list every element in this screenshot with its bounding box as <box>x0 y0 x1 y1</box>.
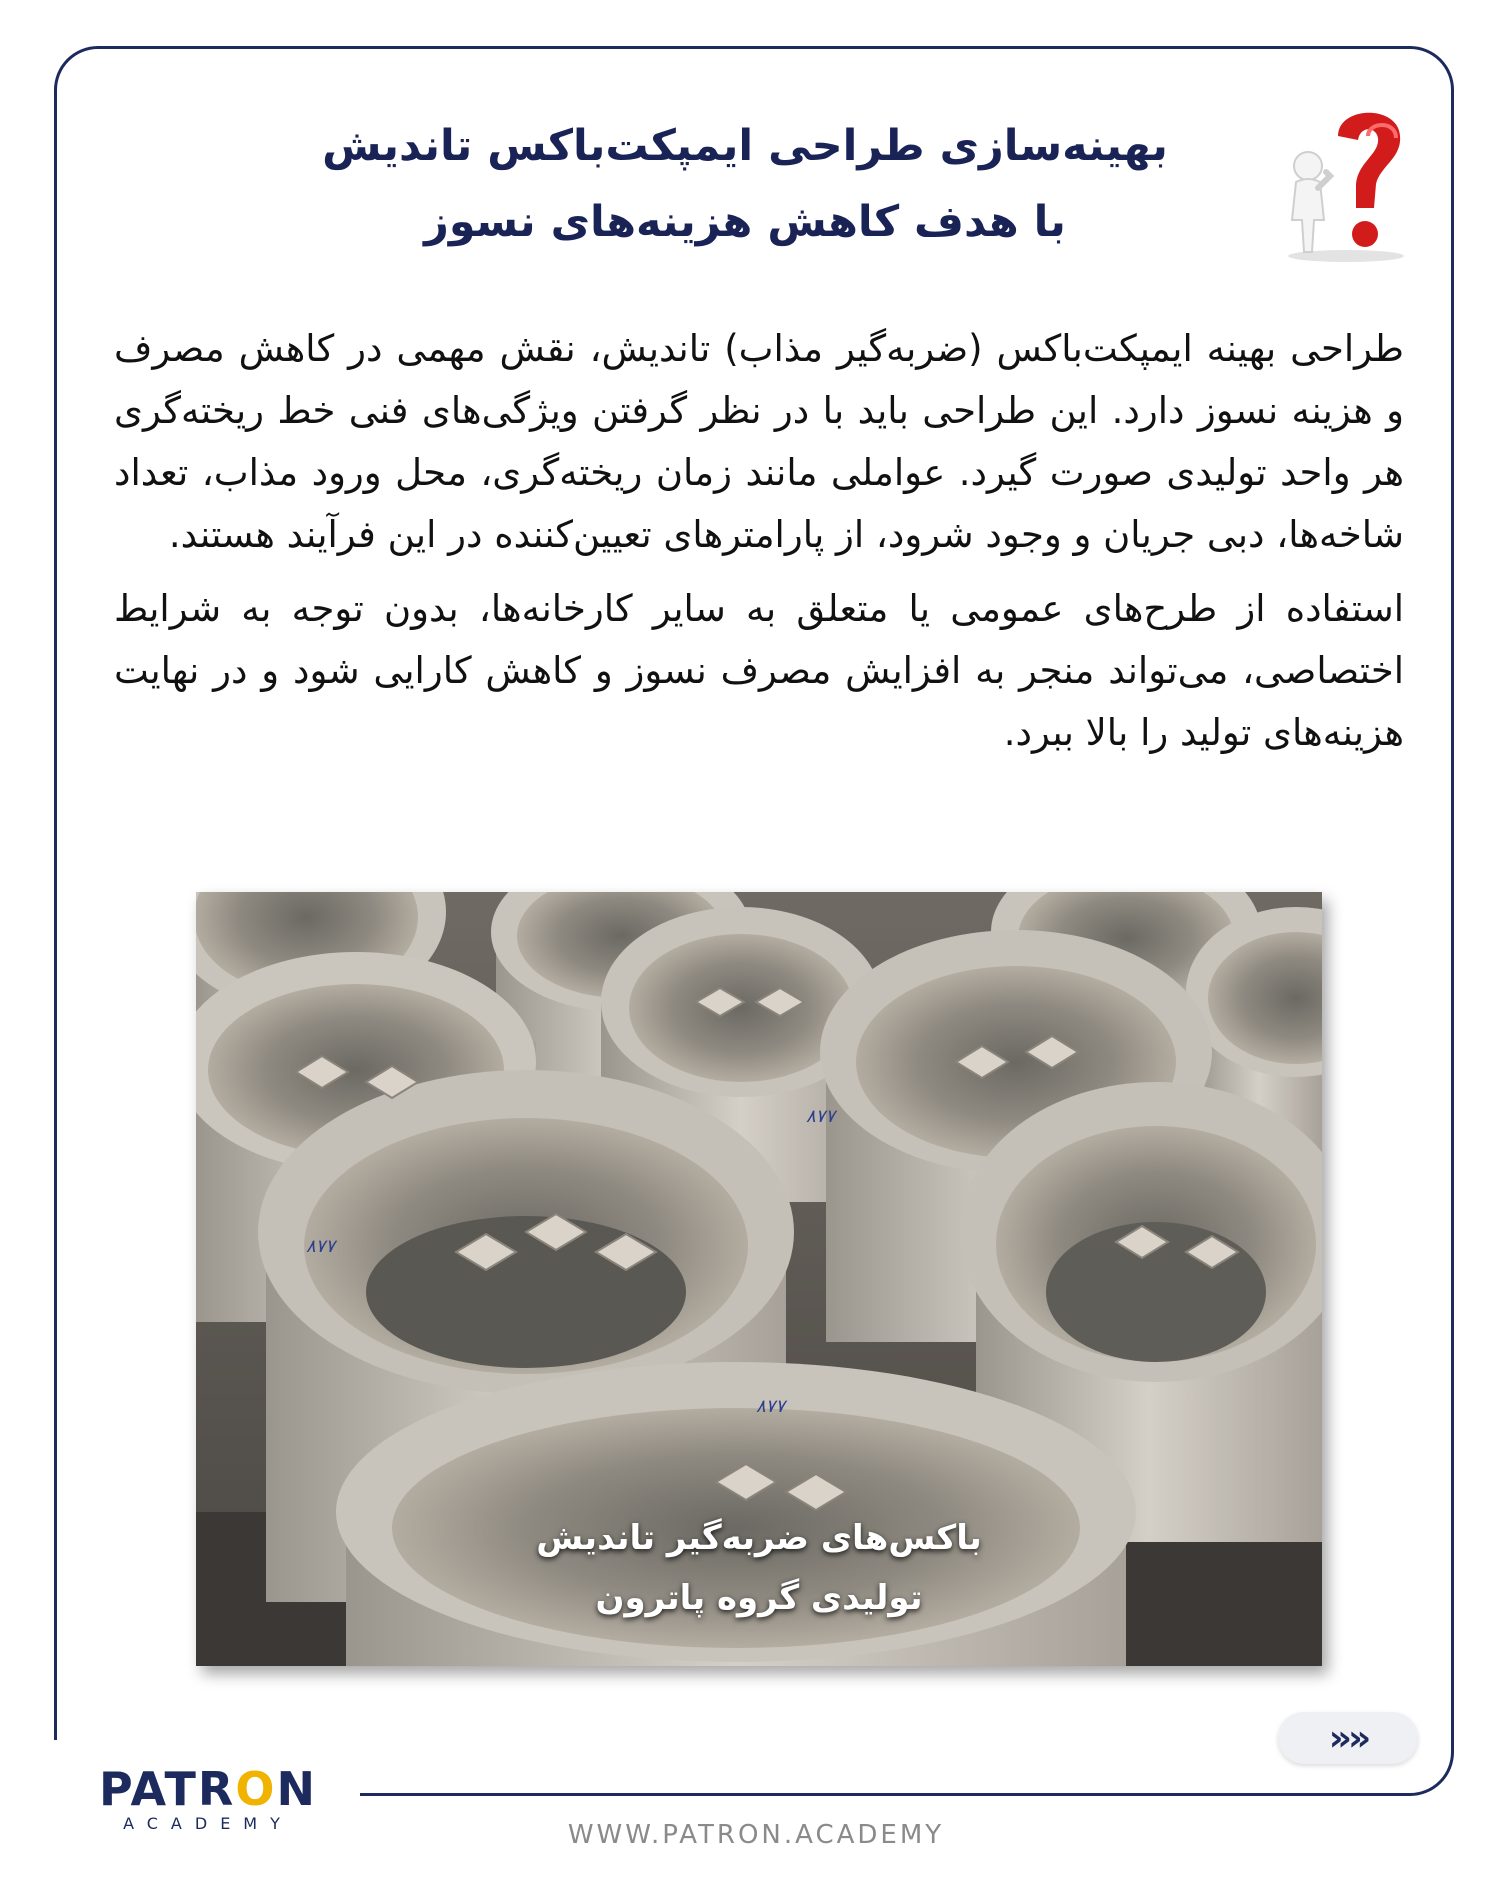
box-label-2: ۸۷۷ <box>806 1106 836 1127</box>
brand-name-o: O <box>235 1762 277 1816</box>
question-mark-person-icon <box>1268 96 1418 264</box>
box-label-1: ۸۷۷ <box>306 1236 336 1257</box>
brand-name-part1: PATR <box>99 1762 236 1816</box>
brand-subtitle: ACADEMY <box>123 1814 293 1833</box>
brand-name <box>78 1764 338 1814</box>
paragraph-2: استفاده از طرح‌های عمومی یا متعلق به سایر کارخانه‌ها، بدون توجه به شرایط اختصاصی، می‌تواند منجر به افزایش مصرف نسوز و کاهش کارایی شود و در نهایت هزینه‌های تولید را بالا ببرد. <box>114 587 1404 754</box>
caption-line-1: باکس‌های ضربه‌گیر تاندیش <box>536 1518 982 1558</box>
website-url[interactable]: WWW.PATRON.ACADEMY <box>567 1820 945 1850</box>
impact-box-photo <box>196 892 1322 1666</box>
next-button[interactable] <box>1278 1712 1418 1764</box>
page-title <box>250 108 1240 260</box>
title-line-1: بهینه‌سازی طراحی ایمپکت‌باکس تاندیش <box>322 121 1168 171</box>
article-body <box>114 318 1404 776</box>
photo-caption <box>196 1508 1322 1628</box>
title-line-2: با هدف کاهش هزینه‌های نسوز <box>424 197 1066 247</box>
caption-line-2: تولیدی گروه پاترون <box>595 1578 923 1618</box>
brand-name-part2: N <box>276 1762 317 1816</box>
paragraph-1: طراحی بهینه ایمپکت‌باکس (ضربه‌گیر مذاب) تاندیش، نقش مهمی در کاهش مصرف و هزینه نسوز دارد. این طراحی باید با در نظر گرفتن ویژگی‌های فنی خط ریخته‌گری هر واحد تولیدی صورت گیرد. عواملی مانند زمان ریخته‌گری، محل ورود مذاب، تعداد شاخه‌ها، دبی جریان و وجود شرود، از پارامترهای تعیین‌کننده در این فرآیند هستند. <box>114 327 1404 556</box>
box-label-3: ۸۷۷ <box>756 1396 786 1417</box>
chevrons-right-icon: »» <box>1328 1717 1368 1759</box>
